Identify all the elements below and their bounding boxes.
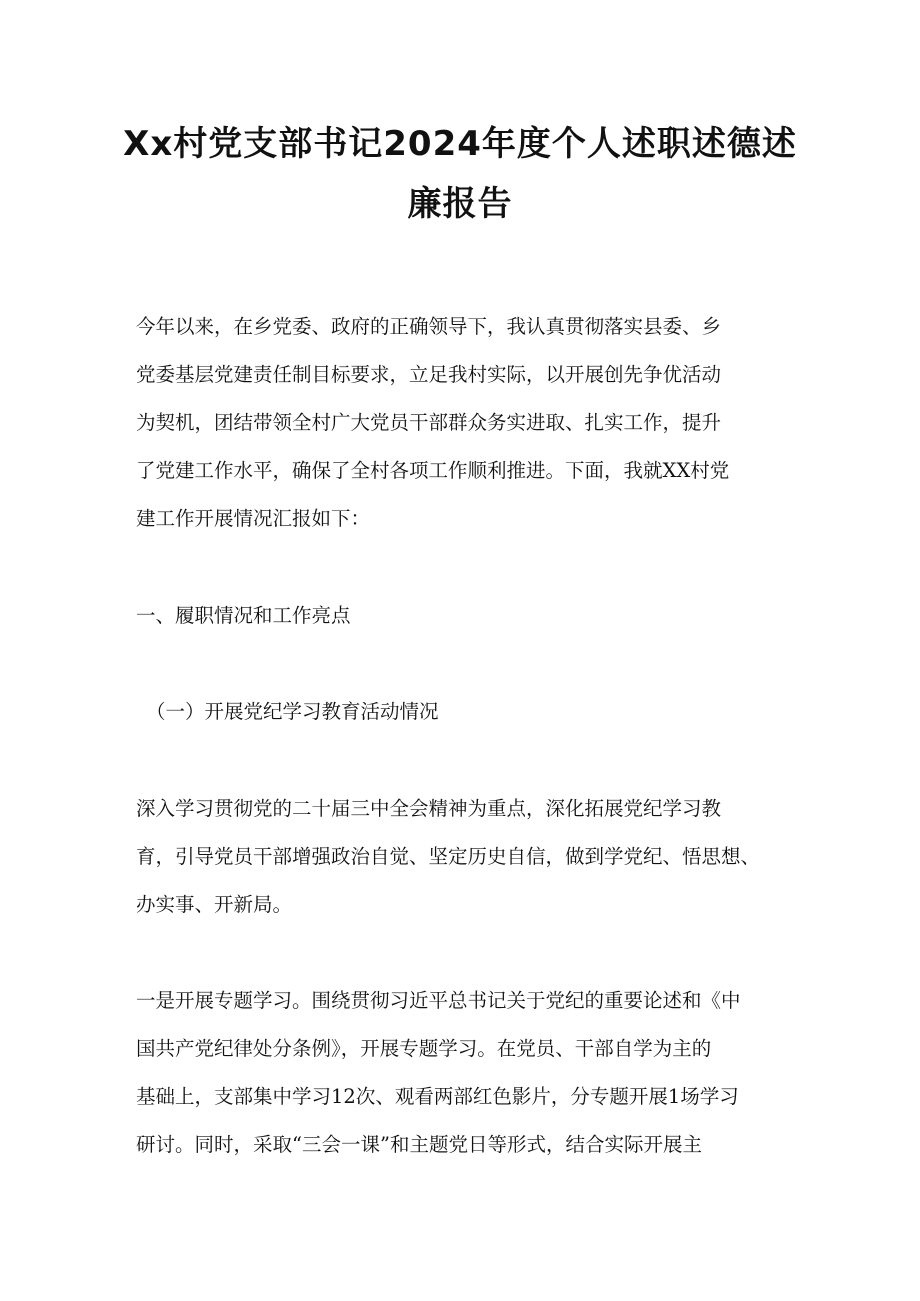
- intro-paragraph-line: 了党建工作水平，确保了全村各项工作顺利推进。下面，我就XX村党: [136, 459, 730, 482]
- document-title-line-2: 廉报告: [407, 184, 513, 224]
- subsection-heading: （一）开展党纪学习教育活动情况: [146, 700, 439, 723]
- intro-paragraph-line: 今年以来，在乡党委、政府的正确领导下，我认真贯彻落实县委、乡: [136, 315, 722, 338]
- document-title-line-1: Xx村党支部书记2024年度个人述职述德述: [123, 124, 797, 164]
- section-heading: 一、履职情况和工作亮点: [136, 604, 351, 627]
- intro-paragraph-line: 建工作开展情况汇报如下：: [136, 507, 371, 530]
- body-paragraph-line: 一是开展专题学习。围绕贯彻习近平总书记关于党纪的重要论述和《中: [136, 989, 741, 1012]
- intro-paragraph-line: 党委基层党建责任制目标要求，立足我村实际，以开展创先争优活动: [136, 363, 722, 386]
- body-paragraph-line: 国共产党纪律处分条例》，开展专题学习。在党员、干部自学为主的: [136, 1037, 712, 1060]
- body-paragraph-line: 研讨。同时，采取“三会一课”和主题党日等形式，结合实际开展主: [136, 1133, 702, 1156]
- intro-paragraph-line: 为契机，团结带领全村广大党员干部群众务实进取、扎实工作，提升: [136, 411, 722, 434]
- body-paragraph-line: 深入学习贯彻党的二十届三中全会精神为重点，深化拓展党纪学习教: [136, 797, 722, 820]
- body-paragraph-line: 育，引导党员干部增强政治自觉、坚定历史自信，做到学党纪、悟思想、: [136, 845, 761, 868]
- body-paragraph-line: 办实事、开新局。: [136, 893, 293, 916]
- body-paragraph-line: 基础上，支部集中学习12次、观看两部红色影片，分专题开展1场学习: [136, 1085, 739, 1108]
